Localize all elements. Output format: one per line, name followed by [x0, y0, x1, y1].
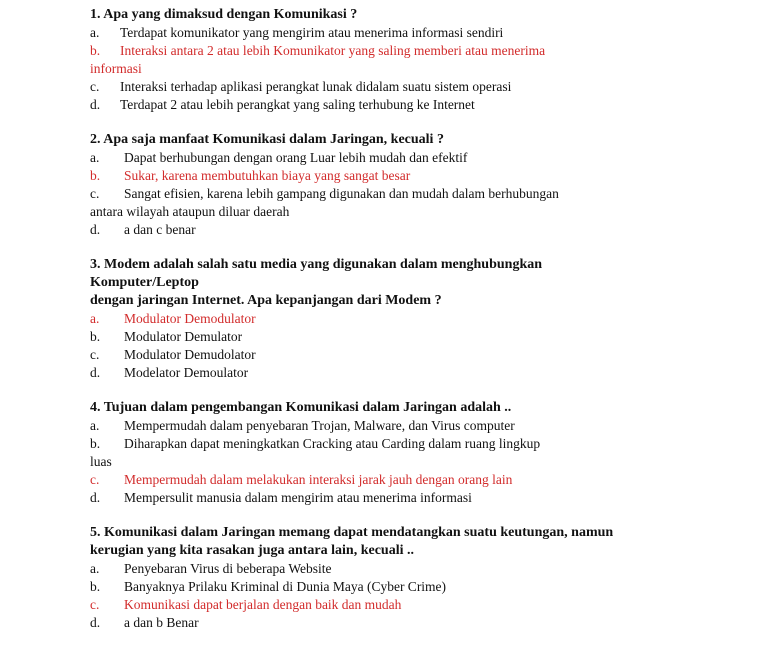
question-3: [90, 256, 730, 382]
option-letter: a.: [90, 311, 100, 326]
question-title-line-2: kerugian yang kita rasakan juga antara lain, kecuali ..: [90, 543, 414, 558]
option-letter: c.: [90, 186, 100, 201]
question-title-line-1: 5. Komunikasi dalam Jaringan memang dapat mendatangkan suatu keutungan, namun: [90, 525, 614, 540]
option-letter: c.: [90, 79, 100, 94]
option-text: a dan c benar: [124, 222, 196, 237]
option-letter: b.: [90, 168, 101, 183]
option-continuation: antara wilayah ataupun diluar daerah: [90, 204, 290, 219]
question-title: 1. Apa yang dimaksud dengan Komunikasi ?: [90, 7, 358, 22]
option-c-correct: [90, 596, 730, 614]
quiz-document: [90, 6, 730, 649]
option-text: Terdapat komunikator yang mengirim atau menerima informasi sendiri: [120, 25, 504, 40]
question-title: 4. Tujuan dalam pengembangan Komunikasi dalam Jaringan adalah ..: [90, 400, 512, 415]
option-text: Modulator Demodulator: [124, 311, 256, 326]
option-letter: d.: [90, 222, 101, 237]
option-letter: a.: [90, 561, 100, 576]
option-text: a dan b Benar: [124, 615, 199, 630]
option-a-correct: [90, 310, 730, 328]
option-text: Komunikasi dapat berjalan dengan baik dan mudah: [124, 597, 402, 612]
option-text: Modulator Demulator: [124, 329, 243, 344]
option-c: [90, 78, 730, 96]
option-letter: c.: [90, 597, 100, 612]
option-d: [90, 364, 730, 382]
option-letter: c.: [90, 472, 100, 487]
option-text: Interaksi terhadap aplikasi perangkat lunak didalam suatu sistem operasi: [120, 79, 512, 94]
option-a: [90, 560, 730, 578]
question-title-line-2: Komputer/Leptop: [90, 275, 199, 290]
option-letter: d.: [90, 97, 101, 112]
option-text: Modulator Demudolator: [124, 347, 256, 362]
option-text: Diharapkan dapat meningkatkan Cracking atau Carding dalam ruang lingkup: [124, 436, 541, 451]
option-text: Dapat berhubungan dengan orang Luar lebih mudah dan efektif: [124, 150, 468, 165]
option-letter: a.: [90, 25, 100, 40]
question-2: [90, 131, 730, 239]
option-b: [90, 578, 730, 596]
option-text: Sukar, karena membutuhkan biaya yang sangat besar: [124, 168, 411, 183]
question-1: [90, 6, 730, 114]
option-letter: d.: [90, 365, 101, 380]
option-b-correct: [90, 42, 730, 60]
option-letter: b.: [90, 43, 101, 58]
option-letter: b.: [90, 579, 101, 594]
option-a: [90, 24, 730, 42]
option-continuation: informasi: [90, 61, 142, 76]
option-letter: a.: [90, 418, 100, 433]
option-text: Mempermudah dalam melakukan interaksi jarak jauh dengan orang lain: [124, 472, 513, 487]
question-title: 2. Apa saja manfaat Komunikasi dalam Jaringan, kecuali ?: [90, 132, 444, 147]
option-b: [90, 435, 730, 453]
question-title-line-3: dengan jaringan Internet. Apa kepanjangan dari Modem ?: [90, 293, 442, 308]
option-continuation: luas: [90, 454, 112, 469]
option-text: Penyebaran Virus di beberapa Website: [124, 561, 332, 576]
option-letter: a.: [90, 150, 100, 165]
option-a: [90, 149, 730, 167]
option-text: Modelator Demoulator: [124, 365, 249, 380]
option-letter: c.: [90, 347, 100, 362]
option-c: [90, 185, 730, 203]
option-letter: d.: [90, 615, 101, 630]
question-5: [90, 524, 730, 632]
option-a: [90, 417, 730, 435]
option-letter: b.: [90, 436, 101, 451]
option-text: Sangat efisien, karena lebih gampang digunakan dan mudah dalam berhubungan: [124, 186, 559, 201]
option-d: [90, 489, 730, 507]
option-letter: d.: [90, 490, 101, 505]
option-text: Terdapat 2 atau lebih perangkat yang saling terhubung ke Internet: [120, 97, 475, 112]
option-letter: b.: [90, 329, 101, 344]
option-text: Banyaknya Prilaku Kriminal di Dunia Maya (Cyber Crime): [124, 579, 447, 594]
question-4: [90, 399, 730, 507]
option-d: [90, 96, 730, 114]
option-d: [90, 221, 730, 239]
question-title-line-1: 3. Modem adalah salah satu media yang digunakan dalam menghubungkan: [90, 257, 543, 272]
option-text: Interaksi antara 2 atau lebih Komunikator yang saling memberi atau menerima: [120, 43, 546, 58]
option-text: Mempermudah dalam penyebaran Trojan, Malware, dan Virus computer: [124, 418, 515, 433]
option-c-correct: [90, 471, 730, 489]
option-d: [90, 614, 730, 632]
option-c: [90, 346, 730, 364]
option-text: Mempersulit manusia dalam mengirim atau menerima informasi: [124, 490, 472, 505]
option-b-correct: [90, 167, 730, 185]
option-b: [90, 328, 730, 346]
